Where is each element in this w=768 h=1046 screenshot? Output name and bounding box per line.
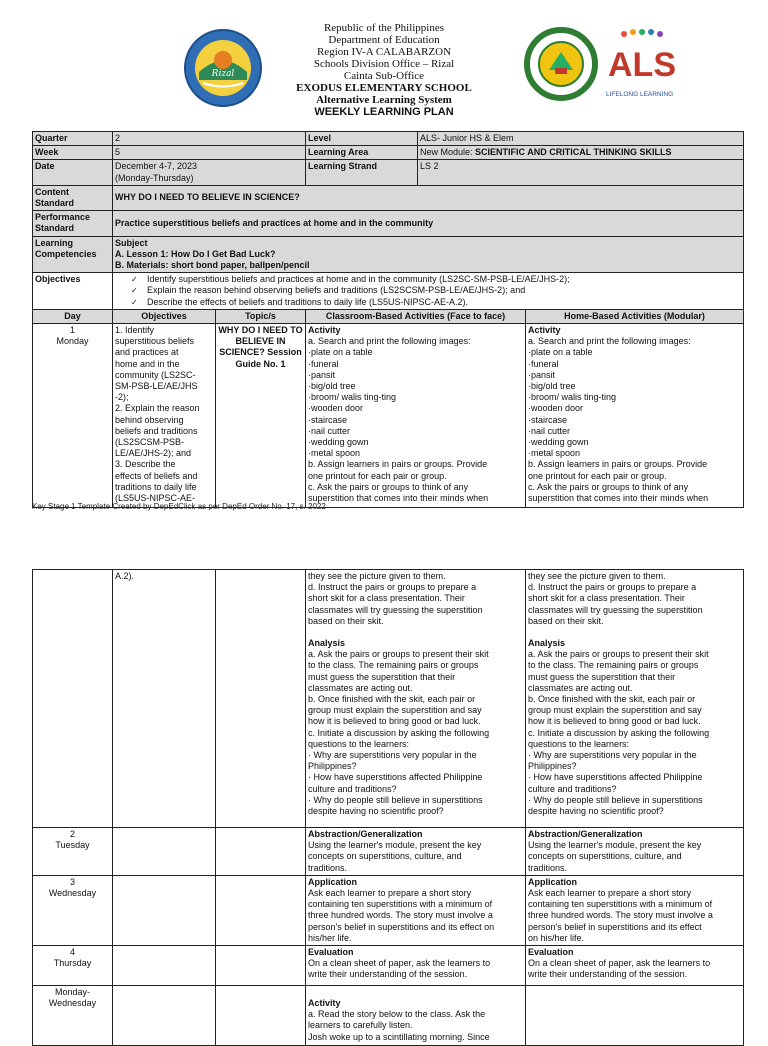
text-line: · funeral	[308, 359, 523, 370]
day1-cont-day	[33, 570, 113, 828]
text-line: write their understanding of the session.	[308, 969, 468, 980]
text-line: classmates will try guessing the superstition	[308, 604, 483, 615]
area-value	[418, 146, 744, 160]
page-gap	[0, 530, 768, 555]
day2-objectives	[113, 828, 216, 876]
text-line: · plate on a table	[528, 347, 741, 358]
date-days: (Monday-Thursday)	[115, 172, 194, 183]
text-line: · staircase	[528, 415, 741, 426]
day5-objectives	[113, 986, 216, 1046]
application-text	[528, 888, 741, 944]
text-line: · wooden door	[528, 403, 741, 414]
day1-cont-classroom	[306, 570, 526, 828]
text-line: · Why are superstitions very popular in the	[308, 750, 477, 761]
text-line: must guess the superstition that their	[308, 671, 456, 682]
continued-activity	[528, 571, 741, 627]
competency-subject: Subject	[115, 237, 148, 248]
text-line: b. Assign learners in pairs or groups. Provide	[528, 459, 708, 470]
image-list	[308, 347, 523, 459]
day-name: Tuesday	[55, 840, 90, 851]
abstraction-heading: Abstraction/Generalization	[308, 829, 423, 839]
area-name: SCIENTIFIC AND CRITICAL THINKING SKILLS	[475, 147, 672, 158]
text-line: his/her life.	[308, 932, 352, 943]
text-line: superstition that comes into their minds when	[528, 493, 709, 504]
text-line: · big/old tree	[528, 381, 741, 392]
text-line: group must explain the superstition and say	[308, 705, 482, 716]
day5-row	[33, 986, 744, 1046]
suboffice-line: Cainta Sub-Office	[343, 70, 425, 82]
text-line: · big/old tree	[308, 381, 523, 392]
text-line: · metal spoon	[528, 448, 741, 459]
column-header-row	[33, 309, 744, 323]
text-line: · staircase	[308, 415, 523, 426]
text-line: they see the picture given to them.	[308, 571, 446, 581]
level-label: Level	[306, 132, 418, 146]
text-line: -2);	[115, 392, 129, 403]
text-line: 3. Describe the	[115, 459, 176, 470]
area-label: Learning Area	[306, 146, 418, 160]
day2-topic	[216, 828, 306, 876]
text-line: how it is believed to bring good or bad luck.	[308, 716, 481, 727]
text-line: write their understanding of the session.	[528, 969, 688, 980]
text-line: Philippines?	[528, 761, 577, 772]
activity-heading: Activity	[308, 325, 341, 336]
day1-continued-row	[33, 570, 744, 828]
text-line: they see the picture given to them.	[528, 571, 666, 581]
performance-standard-row	[33, 211, 744, 236]
text-line: traditions.	[308, 862, 348, 873]
day1-topic: WHY DO I NEED TO BELIEVE IN SCIENCE? Session Guide No. 1	[216, 324, 306, 508]
document-page-2	[0, 555, 768, 1042]
text-line: to the class. The remaining pairs or groups	[308, 660, 479, 671]
image-list	[528, 347, 741, 459]
text-line: · wedding gown	[308, 437, 523, 448]
day1-classroom-activities	[306, 324, 526, 508]
program-name: Alternative Learning System	[316, 94, 452, 106]
day-name: Thursday	[53, 958, 92, 969]
day5-topic	[216, 986, 306, 1046]
day1-row	[33, 324, 744, 508]
content-standard-label: Content Standard	[33, 185, 113, 210]
day4-objectives	[113, 946, 216, 986]
evaluation-text	[528, 958, 741, 980]
week-row	[33, 146, 744, 160]
level-value: ALS- Junior HS & Elem	[418, 132, 744, 146]
text-line: LE/AE/JHS-2); and	[115, 448, 192, 459]
text-line: b. Assign learners in pairs or groups. Provide	[308, 459, 488, 470]
text-line: based on their skit.	[528, 615, 604, 626]
date-row	[33, 160, 744, 185]
text-line: traditions to daily life	[115, 481, 197, 492]
day-name: Wednesday	[48, 888, 97, 899]
seal-text: Rizal	[211, 69, 235, 79]
day5-classroom	[306, 986, 526, 1046]
text-line: Josh woke up to a scintillating morning. Since	[308, 1031, 490, 1042]
performance-standard-label: Performance Standard	[33, 211, 113, 236]
day-number: 2	[69, 829, 75, 839]
text-line: c. Ask the pairs or groups to think of any	[528, 481, 689, 492]
text-line: classmates are acting out.	[308, 682, 413, 693]
quarter-label: Quarter	[33, 132, 113, 146]
division-line: Schools Division Office – Rizal	[313, 58, 455, 70]
activity-steps	[308, 459, 523, 504]
text-line: · Why do people still believe in superstitions	[308, 794, 483, 805]
objectives-list	[113, 273, 744, 310]
text-line: b. Once finished with the skit, each pair or	[528, 694, 696, 705]
competencies-label: Learning Competencies	[33, 236, 113, 273]
text-line: group must explain the superstition and say	[528, 705, 702, 716]
text-line: Ask each learner to prepare a short story	[308, 888, 472, 899]
text-line: culture and traditions?	[528, 783, 617, 794]
text-line: a. Ask the pairs or groups to present their skit	[528, 649, 709, 660]
day3-cell	[33, 875, 113, 945]
republic-line: Republic of the Philippines	[323, 22, 445, 34]
svg-text:LIFELONG LEARNING: LIFELONG LEARNING	[606, 91, 674, 98]
week-value: 5	[113, 146, 306, 160]
text-line: c. Ask the pairs or groups to think of any	[308, 481, 469, 492]
activity-steps	[528, 459, 741, 504]
text-line: · Why are superstitions very popular in the	[528, 750, 697, 761]
day1-cont-topic	[216, 570, 306, 828]
abstraction-text	[308, 840, 523, 874]
text-line: person's belief in superstitions and its effect	[528, 921, 702, 932]
text-line: one printout for each pair or group.	[528, 470, 667, 481]
text-line: · metal spoon	[308, 448, 523, 459]
text-line: short skit for a class presentation. Their	[308, 593, 465, 604]
day3-home	[526, 875, 744, 945]
text-line: Using the learner's module, present the key	[528, 840, 702, 851]
school-name: EXODUS ELEMENTARY SCHOOL	[296, 82, 472, 94]
objective-item: ✓ Describe the effects of beliefs and traditions to daily life (LS5US-NIPSC-AE-A.2).	[131, 297, 741, 308]
activity-text	[308, 1009, 523, 1043]
continued-activity	[308, 571, 523, 627]
plan-title: WEEKLY LEARNING PLAN	[314, 106, 454, 118]
text-line: (LS2SCSM-PSB-	[115, 437, 185, 448]
application-heading: Application	[528, 876, 577, 887]
text-line: how it is believed to bring good or bad luck.	[528, 716, 701, 727]
col-topics: Topic/s	[216, 309, 306, 323]
text-line: · Why do people still believe in superstitions	[528, 794, 703, 805]
deped-line: Department of Education	[328, 34, 440, 46]
letterhead-text	[270, 22, 498, 118]
text-line: containing ten superstitions with a minimum of	[308, 899, 493, 910]
date-range: December 4-7, 2023	[115, 161, 198, 172]
content-standard-value: WHY DO I NEED TO BELIEVE IN SCIENCE?	[113, 185, 744, 210]
text-line: c. Initiate a discussion by asking the following	[528, 727, 710, 738]
als-logo	[600, 26, 690, 106]
day1-cell	[33, 324, 113, 508]
day1-objectives	[113, 324, 216, 508]
day1-cont-objectives: A.2).	[113, 570, 216, 828]
text-line: culture and traditions?	[308, 783, 397, 794]
text-line: · broom/ walis ting-ting	[528, 392, 741, 403]
text-line: three hundred words. The story must involve a	[528, 910, 713, 921]
text-line: person's belief in superstitions and its effect on	[308, 921, 495, 932]
text-line: classmates will try guessing the superstition	[528, 604, 703, 615]
text-line: classmates are acting out.	[528, 682, 633, 693]
text-line: effects of beliefs and	[115, 470, 198, 481]
evaluation-heading: Evaluation	[528, 947, 574, 958]
text-line: community (LS2SC-	[115, 369, 196, 380]
text-line: · nail cutter	[528, 426, 741, 437]
objectives-row	[33, 273, 744, 310]
text-line: one printout for each pair or group.	[308, 470, 447, 481]
strand-label: Learning Strand	[306, 160, 418, 185]
day2-cell	[33, 828, 113, 876]
evaluation-text	[308, 958, 523, 980]
performance-standard-value: Practice superstitious beliefs and practices at home and in the community	[113, 211, 744, 236]
day4-topic	[216, 946, 306, 986]
svg-text:ALS: ALS	[608, 46, 676, 84]
application-heading: Application	[308, 876, 357, 887]
day3-row	[33, 875, 744, 945]
objectives-label: Objectives	[33, 273, 113, 310]
day1-home-activities	[526, 324, 744, 508]
day5-home	[526, 986, 744, 1046]
text-line: · wooden door	[308, 403, 523, 414]
text-line: · pansit	[528, 370, 741, 381]
day4-home	[526, 946, 744, 986]
text-line: · wedding gown	[528, 437, 741, 448]
analysis-heading: Analysis	[308, 638, 346, 649]
date-label: Date	[33, 160, 113, 185]
text-line: learners to carefully listen.	[308, 1020, 413, 1031]
text-line: · plate on a table	[308, 347, 523, 358]
evaluation-heading: Evaluation	[308, 947, 354, 958]
weekly-plan-table	[32, 131, 744, 508]
text-line: despite having no scientific proof?	[308, 806, 444, 817]
text-line: must guess the superstition that their	[528, 671, 676, 682]
col-objectives: Objectives	[113, 309, 216, 323]
text-line: Ask each learner to prepare a short story	[528, 888, 692, 899]
objective-item: ✓ Explain the reason behind observing beliefs and traditions (LS2SCSM-PSB-LE/AE/JHS-2); and	[131, 285, 741, 296]
quarter-row	[33, 132, 744, 146]
abstraction-heading: Abstraction/Generalization	[528, 829, 643, 839]
text-line: SM-PSB-LE/AE/JHS	[115, 381, 198, 392]
text-line: short skit for a class presentation. Their	[528, 593, 685, 604]
activity-intro: a. Search and print the following images:	[308, 336, 471, 347]
text-line: · funeral	[528, 359, 741, 370]
text-line: three hundred words. The story must involve a	[308, 910, 493, 921]
text-line: containing ten superstitions with a minimum of	[528, 899, 713, 910]
text-line: Philippines?	[308, 761, 357, 772]
day-name: Monday-	[54, 987, 90, 998]
text-line: d. Instruct the pairs or groups to prepare a	[308, 582, 477, 593]
competency-lesson: A. Lesson 1: How Do I Get Bad Luck?	[115, 248, 276, 259]
text-line: based on their skit.	[308, 615, 384, 626]
text-line: concepts on superstitions, culture, and	[528, 851, 682, 862]
text-line: questions to the learners:	[528, 738, 630, 749]
objective-item: ✓ Identify superstitious beliefs and practices at home and in the community (LS2SC-SM-PSB-LE/AE/JHS-2);	[131, 274, 741, 285]
text-line: a. Ask the pairs or groups to present their skit	[308, 649, 489, 660]
quarter-value: 2	[113, 132, 306, 146]
text-line: to the class. The remaining pairs or groups	[528, 660, 699, 671]
text-line: c. Initiate a discussion by asking the following	[308, 727, 490, 738]
school-seal-logo	[525, 24, 597, 104]
text-line: Using the learner's module, present the key	[308, 840, 482, 851]
analysis-heading: Analysis	[528, 638, 566, 649]
competencies-value	[113, 236, 744, 273]
text-line: b. Once finished with the skit, each pair or	[308, 694, 476, 705]
week-label: Week	[33, 146, 113, 160]
weekly-plan-table-continued	[32, 569, 744, 1046]
day2-row	[33, 828, 744, 876]
strand-value: LS 2	[418, 160, 744, 185]
text-line: and practices at	[115, 347, 179, 358]
activity-intro: a. Search and print the following images:	[528, 336, 691, 347]
text-line: d. Instruct the pairs or groups to prepare a	[528, 582, 697, 593]
day3-objectives	[113, 875, 216, 945]
day3-classroom	[306, 875, 526, 945]
text-line: concepts on superstitions, culture, and	[308, 851, 462, 862]
application-text	[308, 888, 523, 944]
day4-classroom	[306, 946, 526, 986]
col-day: Day	[33, 309, 113, 323]
letterhead	[0, 22, 768, 132]
text-line: behind observing	[115, 414, 184, 425]
text-line: superstitious beliefs	[115, 336, 195, 347]
day2-classroom	[306, 828, 526, 876]
day4-row	[33, 946, 744, 986]
text-line: a. Read the story below to the class. Ask the	[308, 1009, 486, 1020]
region-line: Region IV-A CALABARZON	[316, 46, 452, 58]
text-line: On a clean sheet of paper, ask the learners to	[528, 958, 711, 969]
text-line: · pansit	[308, 370, 523, 381]
text-line: · How have superstitions affected Philippine	[528, 772, 703, 783]
day-name: Wednesday	[48, 998, 97, 1009]
day-number: 3	[69, 876, 75, 887]
text-line: on his/her life.	[528, 932, 585, 943]
content-standard-row	[33, 185, 744, 210]
text-line: despite having no scientific proof?	[528, 806, 664, 817]
activity-heading: Activity	[308, 998, 341, 1009]
day-number: 1	[69, 325, 75, 336]
province-seal-logo	[183, 28, 263, 108]
text-line: · How have superstitions affected Philippine	[308, 772, 483, 783]
day1-cont-home	[526, 570, 744, 828]
text-line: superstition that comes into their minds when	[308, 493, 489, 504]
col-classroom: Classroom-Based Activities (Face to face)	[306, 309, 526, 323]
text-line: home and in the	[115, 358, 180, 369]
day5-cell	[33, 986, 113, 1046]
date-value	[113, 160, 306, 185]
activity-heading: Activity	[528, 325, 561, 336]
day3-topic	[216, 875, 306, 945]
abstraction-text	[528, 840, 741, 874]
day2-home	[526, 828, 744, 876]
col-home: Home-Based Activities (Modular)	[526, 309, 744, 323]
text-line: traditions.	[528, 862, 568, 873]
text-line: · broom/ walis ting-ting	[308, 392, 523, 403]
competency-materials: B. Materials: short bond paper, ballpen/pencil	[115, 260, 310, 271]
text-line: beliefs and traditions	[115, 425, 198, 436]
template-footer: Key Stage 1 Template Created by DepEdClick as per DepEd Order No. 17, s. 2022	[32, 502, 326, 511]
text-line: (LS5US-NIPSC-AE-	[115, 493, 196, 504]
area-prefix: New Module:	[420, 147, 476, 158]
day-name: Monday	[56, 336, 89, 347]
text-line: On a clean sheet of paper, ask the learners to	[308, 958, 491, 969]
day-number: 4	[69, 947, 75, 958]
text-line: questions to the learners:	[308, 738, 410, 749]
text-line: 1. Identify	[115, 325, 155, 336]
text-line: · nail cutter	[308, 426, 523, 437]
day4-cell	[33, 946, 113, 986]
text-line: 2. Explain the reason	[115, 403, 200, 414]
competencies-row	[33, 236, 744, 273]
